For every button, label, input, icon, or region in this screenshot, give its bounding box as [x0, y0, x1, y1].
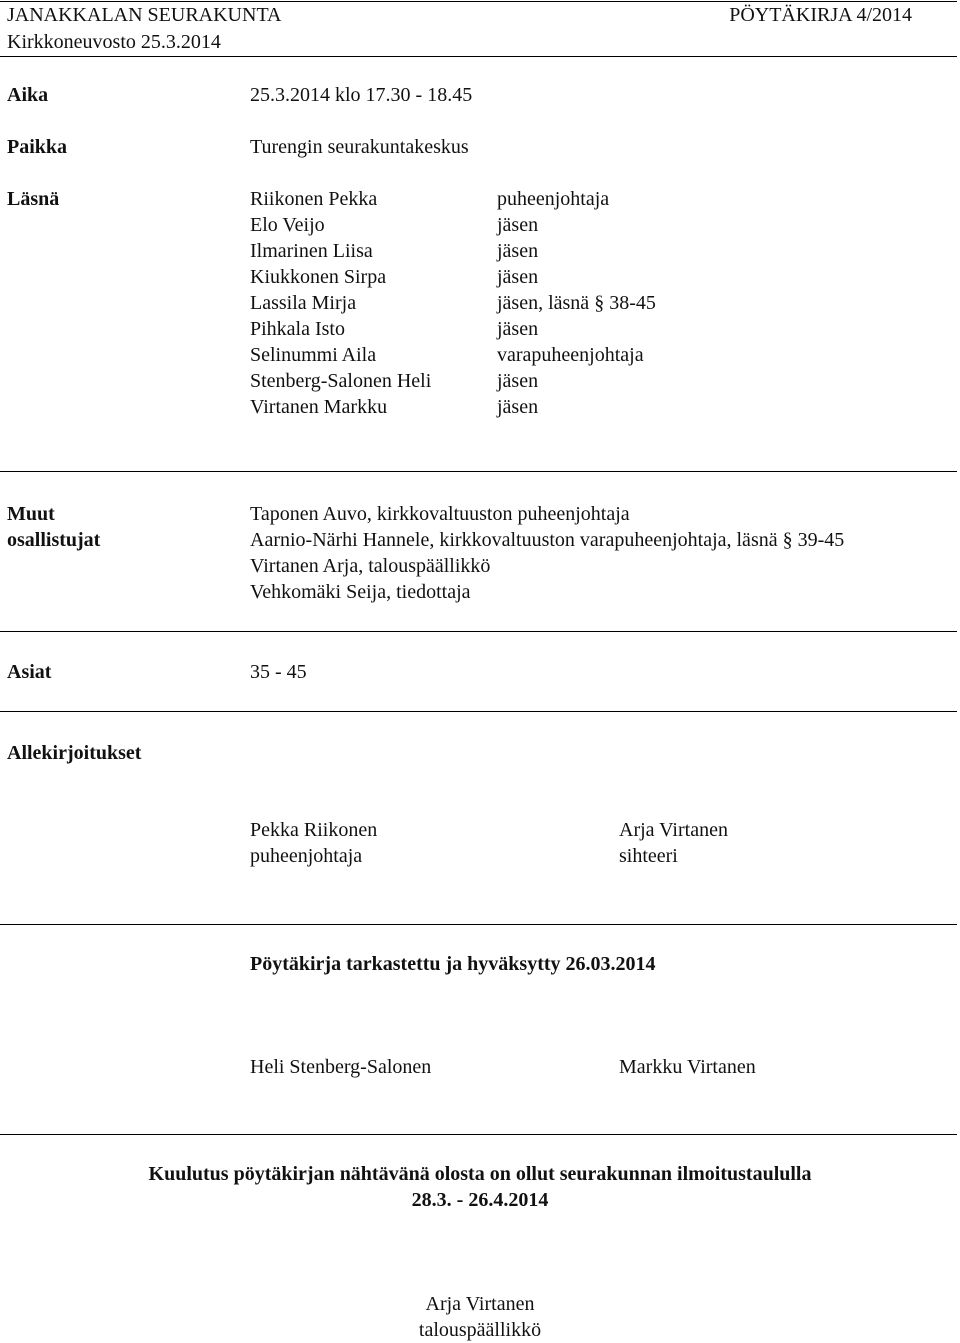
chair-name: Pekka Riikonen	[250, 819, 378, 841]
section-divider	[0, 471, 957, 472]
member-name: Kiukkonen Sirpa	[250, 266, 387, 288]
participant-line: Aarnio-Närhi Hannele, kirkkovaltuuston varapuheenjohtaja, läsnä § 39-45	[250, 529, 845, 551]
time-value: 25.3.2014 klo 17.30 - 18.45	[250, 84, 473, 106]
meeting-title: Kirkkoneuvosto 25.3.2014	[7, 31, 221, 53]
member-name: Selinummi Aila	[250, 344, 377, 366]
others-label-line1: Muut	[7, 503, 55, 525]
notice-signer-title: talouspäällikkö	[418, 1319, 542, 1341]
member-name: Lassila Mirja	[250, 292, 357, 314]
place-label: Paikka	[7, 136, 68, 158]
member-role: jäsen	[497, 214, 539, 236]
member-role: jäsen	[497, 266, 539, 288]
member-name: Pihkala Isto	[250, 318, 345, 340]
member-name: Elo Veijo	[250, 214, 325, 236]
participant-line: Taponen Auvo, kirkkovaltuuston puheenjohtaja	[250, 503, 630, 525]
present-label: Läsnä	[7, 188, 60, 210]
others-label-line2: osallistujat	[7, 529, 101, 551]
document-number: PÖYTÄKIRJA 4/2014	[729, 4, 912, 26]
chair-title: puheenjohtaja	[250, 845, 363, 867]
header-top-rule	[0, 1, 957, 2]
signatures-label: Allekirjoitukset	[7, 742, 142, 764]
secretary-name: Arja Virtanen	[619, 819, 728, 841]
notice-line2: 28.3. - 26.4.2014	[411, 1189, 549, 1211]
member-name: Riikonen Pekka	[250, 188, 378, 210]
header-bottom-rule	[0, 56, 957, 57]
matters-label: Asiat	[7, 661, 52, 683]
participant-line: Vehkomäki Seija, tiedottaja	[250, 581, 471, 603]
section-divider	[0, 631, 957, 632]
section-divider	[0, 1134, 957, 1135]
member-name: Virtanen Markku	[250, 396, 388, 418]
secretary-title: sihteeri	[619, 845, 678, 867]
member-role: jäsen	[497, 318, 539, 340]
member-role: jäsen	[497, 240, 539, 262]
reviewer-right: Markku Virtanen	[619, 1056, 756, 1078]
member-role: puheenjohtaja	[497, 188, 610, 210]
member-role: jäsen	[497, 396, 539, 418]
reviewer-left: Heli Stenberg-Salonen	[250, 1056, 432, 1078]
matters-value: 35 - 45	[250, 661, 307, 683]
participant-line: Virtanen Arja, talouspäällikkö	[250, 555, 491, 577]
member-role: varapuheenjohtaja	[497, 344, 644, 366]
member-role: jäsen	[497, 370, 539, 392]
member-name: Ilmarinen Liisa	[250, 240, 373, 262]
section-divider	[0, 924, 957, 925]
notice-line1: Kuulutus pöytäkirjan nähtävänä olosta on ollut seurakunnan ilmoitustaululla	[148, 1163, 812, 1185]
notice-signer-name: Arja Virtanen	[425, 1293, 535, 1315]
member-role: jäsen, läsnä § 38-45	[497, 292, 656, 314]
member-name: Stenberg-Salonen Heli	[250, 370, 432, 392]
organization-name: JANAKKALAN SEURAKUNTA	[7, 4, 282, 26]
place-value: Turengin seurakuntakeskus	[250, 136, 469, 158]
review-statement: Pöytäkirja tarkastettu ja hyväksytty 26.03.2014	[250, 953, 656, 975]
section-divider	[0, 711, 957, 712]
time-label: Aika	[7, 84, 49, 106]
